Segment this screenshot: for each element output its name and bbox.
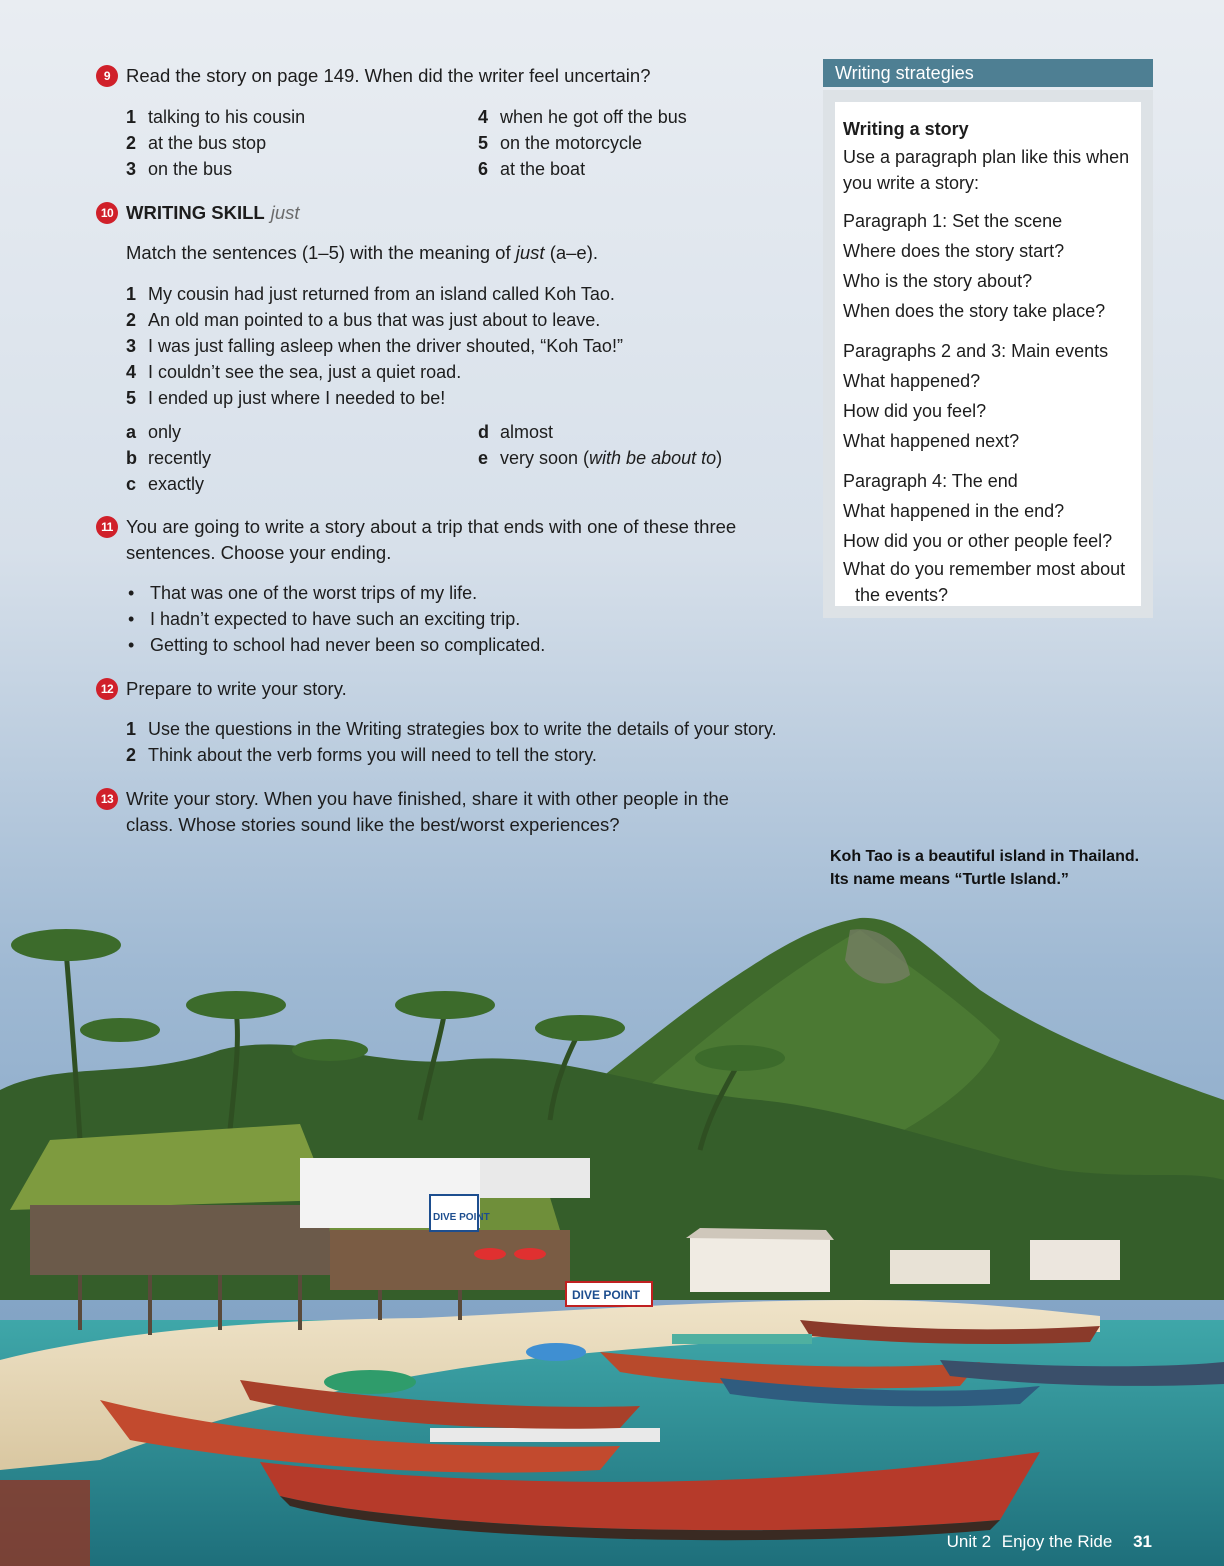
page-footer <box>947 1532 1152 1552</box>
strategy-question: How did you or other people feel? <box>843 531 1113 551</box>
list-item: 2 An old man pointed to a bus that was just about to leave. <box>126 310 601 330</box>
exercise-instruction: class. Whose stories sound like the best/worst experiences? <box>126 814 620 835</box>
list-item: 1 My cousin had just returned from an island called Koh Tao. <box>126 284 615 304</box>
dive-point-sign-1: DIVE POINT <box>433 1212 490 1223</box>
list-item: 4 I couldn’t see the sea, just a quiet road. <box>126 362 462 382</box>
list-item: 2 Think about the verb forms you will need to tell the story. <box>126 745 597 765</box>
exercise-number-badge: 11 <box>96 516 118 538</box>
exercise-number-badge: 10 <box>96 202 118 224</box>
meaning-item: a only <box>126 422 182 442</box>
exercise-10 <box>96 200 796 226</box>
exercise-instruction: sentences. Choose your ending. <box>126 542 392 563</box>
strategy-question: What happened next? <box>843 431 1020 451</box>
list-item: 3 I was just falling asleep when the driver shouted, “Koh Tao!” <box>126 336 623 356</box>
writing-strategies-header: Writing strategies <box>823 59 1153 87</box>
strategy-question: Who is the story about? <box>843 271 1033 291</box>
strategy-title: Writing a story <box>843 119 969 139</box>
strategy-question: What happened in the end? <box>843 501 1065 521</box>
list-item: 3 on the bus <box>126 159 233 179</box>
exercise-instruction: You are going to write a story about a trip that ends with one of these three <box>126 516 737 537</box>
unit-label: Unit 2 <box>946 1532 992 1551</box>
exercise-number-badge: 9 <box>96 65 118 87</box>
unit-title: Enjoy the Ride <box>1001 1532 1113 1551</box>
writing-skill-heading: WRITING SKILL <box>126 202 265 223</box>
meaning-item: d almost <box>478 422 554 442</box>
page-number: 31 <box>1133 1532 1152 1551</box>
list-item: 5 on the motorcycle <box>478 133 643 153</box>
exercise-instruction: Read the story on page 149. When did the writer feel uncertain? <box>126 65 651 86</box>
list-item: • Getting to school had never been so complicated. <box>128 635 546 655</box>
exercise-instruction: Match the sentences (1–5) with the meaning of just (a–e). <box>126 242 599 263</box>
exercise-13 <box>96 786 796 838</box>
list-item: 1 talking to his cousin <box>126 107 306 127</box>
dive-point-sign-2: DIVE POINT <box>572 1288 641 1302</box>
list-item: 4 when he got off the bus <box>478 107 687 127</box>
writing-strategies-box <box>823 90 1153 618</box>
list-item: • That was one of the worst trips of my life. <box>128 583 478 603</box>
meaning-item: c exactly <box>126 474 205 494</box>
meaning-item: e very soon (with be about to) <box>478 448 723 468</box>
strategy-heading: Paragraph 4: The end <box>843 471 1018 491</box>
exercise-12 <box>96 676 796 702</box>
strategy-question: What do you remember most about the events? <box>843 559 1126 605</box>
strategy-question: When does the story take place? <box>843 301 1106 321</box>
strategy-question: How did you feel? <box>843 401 987 421</box>
exercise-9 <box>96 63 796 89</box>
strategy-heading: Paragraphs 2 and 3: Main events <box>843 341 1109 361</box>
list-item: • I hadn’t expected to have such an exciting trip. <box>128 609 521 629</box>
meaning-item: b recently <box>126 448 212 468</box>
exercise-number-badge: 12 <box>96 678 118 700</box>
exercise-instruction: Prepare to write your story. <box>126 678 347 699</box>
photo-caption: Koh Tao is a beautiful island in Thailand. Its name means “Turtle Island.” <box>830 848 1140 888</box>
writing-skill-subtitle: just <box>270 202 300 223</box>
strategy-intro: Use a paragraph plan like this when you write a story: <box>843 147 1130 193</box>
strategy-heading: Paragraph 1: Set the scene <box>843 211 1063 231</box>
list-item: 6 at the boat <box>478 159 586 179</box>
list-item: 5 I ended up just where I needed to be! <box>126 388 446 408</box>
list-item: 2 at the bus stop <box>126 133 267 153</box>
exercise-number-badge: 13 <box>96 788 118 810</box>
exercise-11 <box>96 514 796 566</box>
strategy-question: What happened? <box>843 371 981 391</box>
strategy-question: Where does the story start? <box>843 241 1065 261</box>
list-item: 1 Use the questions in the Writing strategies box to write the details of your story. <box>126 719 777 739</box>
exercise-instruction: Write your story. When you have finished, share it with other people in the <box>126 788 729 809</box>
